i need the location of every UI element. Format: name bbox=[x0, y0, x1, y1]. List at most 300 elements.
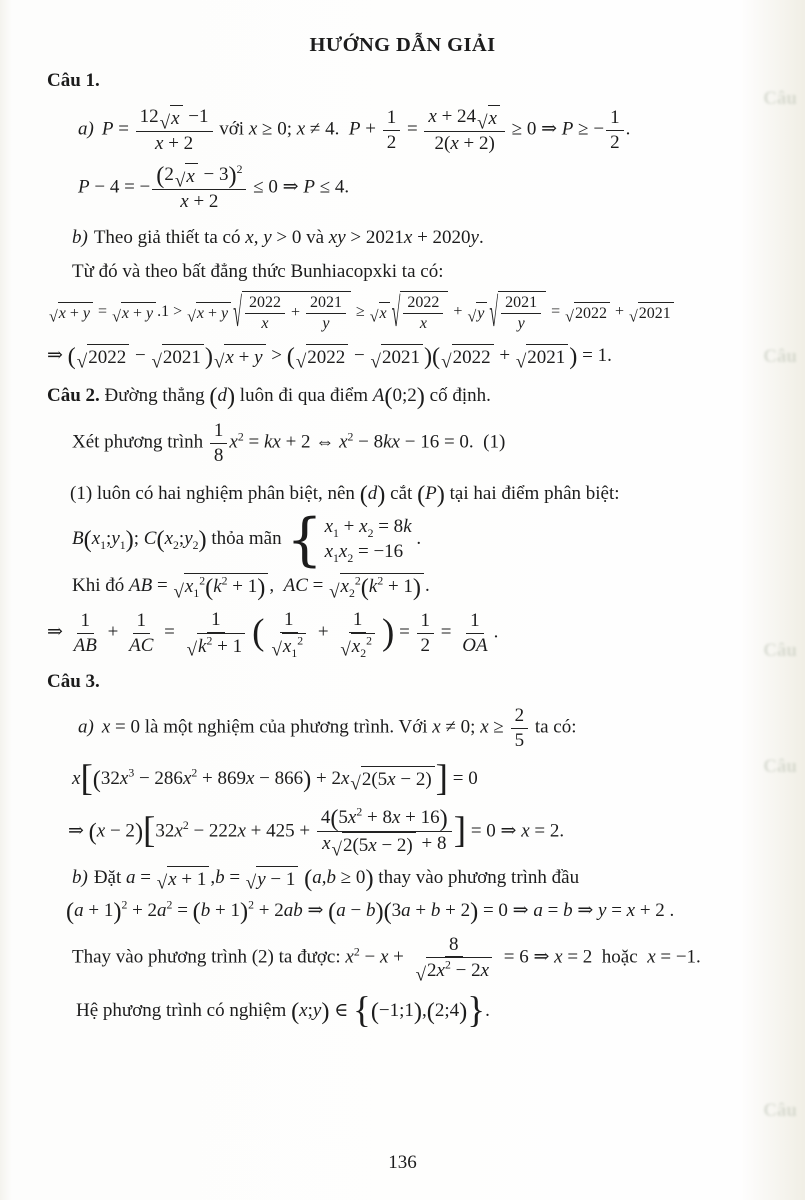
text-run: −1;1 bbox=[378, 1000, 414, 1022]
math-var: x bbox=[338, 540, 348, 562]
math-var: y bbox=[598, 900, 607, 922]
math-var: AC bbox=[129, 634, 154, 656]
superscript: 2 bbox=[377, 574, 384, 588]
text-run: − 4 = − bbox=[89, 176, 151, 198]
math-var: kx bbox=[263, 431, 281, 453]
numerator bbox=[501, 293, 541, 314]
math-var: x bbox=[119, 767, 129, 789]
bleed-text: Câu bbox=[763, 640, 797, 661]
text-run: 0;2 bbox=[392, 385, 417, 406]
radicand bbox=[242, 291, 351, 334]
fraction bbox=[383, 106, 401, 155]
page-number: 136 bbox=[388, 1152, 417, 1173]
radicand bbox=[452, 344, 494, 370]
cau2-l6 bbox=[47, 608, 805, 659]
paren: ) bbox=[416, 383, 425, 410]
text-run: , bbox=[422, 1000, 427, 1022]
text-run: + 425 + bbox=[245, 820, 315, 841]
text-run: > 0 và bbox=[271, 226, 329, 248]
math-var: x bbox=[282, 635, 292, 657]
denominator bbox=[335, 633, 380, 659]
radical-sign: √ bbox=[49, 308, 58, 326]
denominator bbox=[182, 633, 250, 659]
text-run: = bbox=[394, 621, 415, 643]
math-var: x bbox=[340, 575, 349, 597]
text-run: − 286 bbox=[134, 767, 183, 789]
text-run: 4 bbox=[320, 806, 331, 828]
radical-sign: √ bbox=[489, 293, 499, 337]
tall-paren: } bbox=[467, 990, 486, 1032]
text-run: 2022 bbox=[248, 294, 281, 312]
numerator bbox=[306, 293, 346, 314]
subscript: 2 bbox=[367, 526, 374, 540]
radical bbox=[477, 105, 500, 131]
radical bbox=[329, 573, 424, 603]
radicand bbox=[185, 163, 197, 189]
math-var: b bbox=[563, 900, 573, 922]
text-run: − 2 bbox=[105, 820, 135, 841]
text-run: − 3 bbox=[198, 164, 229, 186]
radical-sign: √ bbox=[565, 308, 574, 326]
radical-sign: √ bbox=[233, 293, 242, 337]
text-run: cắt bbox=[385, 482, 418, 504]
radicand bbox=[196, 302, 231, 324]
text-run: . bbox=[425, 574, 430, 596]
paren: ) bbox=[321, 998, 330, 1026]
text-run: ∈ bbox=[329, 1000, 354, 1022]
text-run: ⇒ bbox=[302, 900, 329, 922]
radical bbox=[295, 344, 348, 373]
denominator bbox=[318, 832, 450, 861]
radical-sign: √ bbox=[415, 964, 427, 986]
text-run: + bbox=[410, 900, 431, 922]
numerator bbox=[424, 105, 505, 132]
text-run: với bbox=[214, 118, 249, 140]
paren: ) bbox=[439, 804, 448, 832]
cau2-heading bbox=[47, 384, 805, 409]
radical bbox=[151, 344, 203, 373]
text-run: − 1 bbox=[265, 868, 296, 890]
numerator bbox=[133, 609, 151, 634]
radical-sign: √ bbox=[151, 351, 162, 373]
denominator bbox=[411, 957, 497, 986]
math-var: x bbox=[403, 226, 413, 248]
superscript: 3 bbox=[128, 766, 135, 780]
numerator bbox=[466, 609, 484, 634]
paren: ( bbox=[156, 526, 165, 554]
math-var: b) bbox=[72, 226, 88, 248]
math-var: x bbox=[322, 833, 331, 855]
paren: ( bbox=[426, 998, 435, 1026]
text-run: + bbox=[360, 118, 381, 140]
text-run: + 2 bbox=[127, 900, 158, 922]
text-run: ⇒ bbox=[47, 345, 68, 367]
text-run: + bbox=[65, 304, 83, 322]
radicand bbox=[361, 766, 435, 792]
math-var: y bbox=[111, 528, 120, 550]
text-run: = 2. bbox=[529, 820, 565, 841]
radical-sign: √ bbox=[391, 293, 401, 337]
radical bbox=[233, 291, 351, 337]
superscript: 2 bbox=[121, 899, 128, 913]
text-run: = bbox=[547, 303, 565, 321]
text-run: 2021 bbox=[162, 347, 201, 369]
math-var: x bbox=[647, 946, 656, 968]
math-var: x bbox=[229, 431, 238, 453]
text-run: + 1 bbox=[176, 868, 207, 890]
cau2-l3 bbox=[70, 482, 805, 507]
cau3a-l3 bbox=[68, 804, 805, 861]
radicand bbox=[197, 633, 245, 659]
text-run: 2022 bbox=[574, 304, 607, 322]
paren: ( bbox=[88, 818, 97, 845]
radicand bbox=[256, 866, 298, 892]
math-var: x bbox=[480, 960, 490, 982]
numerator bbox=[383, 106, 401, 131]
radical bbox=[467, 302, 487, 324]
math-var: x bbox=[121, 304, 129, 322]
paren: ) bbox=[365, 864, 374, 892]
math-var: x bbox=[261, 315, 269, 333]
radicand bbox=[162, 344, 204, 370]
text-run: = bbox=[307, 574, 329, 596]
fraction bbox=[70, 609, 101, 658]
text-run: 2022 bbox=[88, 347, 127, 369]
text-run: = bbox=[152, 574, 173, 596]
text-run: 2 bbox=[514, 705, 525, 727]
numerator bbox=[445, 933, 463, 958]
denominator bbox=[176, 190, 222, 214]
paren: ) bbox=[375, 898, 384, 926]
math-var: d bbox=[367, 482, 378, 504]
cau1b2 bbox=[72, 260, 805, 284]
paren: ) bbox=[459, 998, 468, 1026]
radical bbox=[350, 766, 434, 795]
label-bold: Câu 2. bbox=[47, 385, 100, 406]
text-run: + 2 ⇔ bbox=[280, 431, 340, 453]
text-run: 1 bbox=[386, 106, 397, 128]
numerator bbox=[403, 293, 443, 314]
radicand bbox=[379, 302, 390, 324]
math-var: x bbox=[387, 769, 396, 791]
tall-paren: ] bbox=[435, 757, 448, 799]
bleed-text: Câu bbox=[763, 346, 797, 367]
math-var: x bbox=[432, 716, 441, 738]
fraction bbox=[317, 804, 452, 861]
text-run: ≠ 0; bbox=[440, 716, 481, 738]
radicand bbox=[498, 291, 546, 334]
cau1-heading bbox=[47, 69, 805, 93]
text-run: ⇒ bbox=[68, 820, 89, 841]
text-run: 2022 bbox=[407, 294, 440, 312]
radicand bbox=[121, 302, 156, 324]
text-run: 32 bbox=[100, 767, 120, 789]
radicand bbox=[351, 633, 375, 659]
text-run: Đặt bbox=[93, 866, 127, 888]
radicand bbox=[224, 344, 265, 370]
radical-sign: √ bbox=[187, 308, 196, 326]
fraction bbox=[152, 163, 246, 214]
radical bbox=[49, 302, 93, 324]
system-row bbox=[325, 515, 412, 540]
text-run: Thay vào phương trình (2) ta được: bbox=[72, 946, 346, 968]
math-var: B bbox=[72, 528, 84, 550]
radical bbox=[515, 344, 568, 373]
radical bbox=[391, 291, 449, 337]
text-run: cố định. bbox=[424, 385, 491, 406]
radical bbox=[370, 302, 390, 324]
radical-sign: √ bbox=[331, 839, 342, 861]
fraction bbox=[266, 608, 311, 659]
text-run: ; bbox=[106, 528, 112, 550]
text-run: + bbox=[494, 345, 515, 367]
text-run: = 2 hoặc bbox=[562, 946, 648, 968]
text-run: + bbox=[286, 304, 304, 322]
text-run: 2( bbox=[434, 132, 451, 154]
paren: ) bbox=[198, 526, 207, 554]
math-var: x bbox=[626, 900, 636, 922]
tall-paren: ) bbox=[381, 611, 395, 653]
text-run: .1 > bbox=[157, 303, 187, 321]
fraction bbox=[417, 609, 435, 658]
denominator bbox=[383, 131, 401, 155]
math-var: a bbox=[336, 900, 346, 922]
math-var: P bbox=[348, 118, 361, 140]
radical bbox=[174, 163, 198, 192]
text-run: + 2020 bbox=[412, 226, 471, 248]
text-run: − 2) bbox=[376, 834, 413, 856]
superscript: 2 bbox=[347, 430, 354, 444]
text-run: = bbox=[94, 303, 112, 321]
radical-sign: √ bbox=[628, 308, 638, 326]
text-run: = bbox=[113, 118, 134, 140]
math-var: k bbox=[213, 575, 222, 597]
text-run: + 2 bbox=[163, 132, 194, 154]
superscript: 2 bbox=[236, 163, 243, 177]
text-run: + 1 bbox=[212, 635, 243, 657]
radical-sign: √ bbox=[174, 170, 186, 192]
text-run: ≤ 4. bbox=[314, 176, 350, 198]
paren: ) bbox=[436, 480, 445, 508]
text-run: = 0 là một nghiệm của phương trình. Với bbox=[110, 716, 433, 738]
text-run: + 1 bbox=[83, 900, 114, 922]
paren: ( bbox=[192, 898, 201, 926]
math-var: x bbox=[91, 528, 101, 550]
text-run: + bbox=[449, 303, 467, 321]
radical-sign: √ bbox=[369, 308, 379, 326]
text-run: ≠ 4. bbox=[305, 118, 349, 140]
radical bbox=[415, 957, 492, 986]
paren: ) bbox=[134, 818, 144, 845]
text-run: Theo giả thiết ta có bbox=[93, 226, 246, 248]
math-var: A bbox=[372, 385, 385, 406]
superscript: 2 bbox=[366, 634, 372, 648]
superscript: 2 bbox=[191, 766, 198, 780]
math-var: OA bbox=[462, 634, 488, 656]
radicand bbox=[170, 105, 182, 131]
text-run: + 8 bbox=[362, 806, 392, 828]
text-run: 1 bbox=[211, 608, 221, 630]
math-var: x bbox=[72, 767, 81, 789]
cau3b-l1 bbox=[72, 866, 805, 892]
radical bbox=[370, 344, 423, 373]
math-var: x bbox=[174, 820, 183, 841]
tall-paren: ] bbox=[453, 810, 467, 852]
math-var: x bbox=[299, 1000, 308, 1022]
text-run: 2 bbox=[427, 960, 437, 982]
math-var: x bbox=[347, 806, 357, 828]
paren: ) bbox=[239, 898, 249, 926]
math-var: y bbox=[477, 304, 485, 322]
math-var: k bbox=[368, 575, 378, 597]
math-var: x bbox=[521, 820, 530, 841]
paren: ) bbox=[125, 526, 134, 554]
cau3-heading bbox=[47, 670, 805, 694]
math-var: x bbox=[245, 767, 255, 789]
radicand bbox=[342, 832, 416, 858]
text-run: + bbox=[233, 347, 255, 369]
math-var: P bbox=[303, 176, 315, 198]
math-var: y bbox=[145, 304, 154, 322]
radicand bbox=[381, 344, 423, 370]
fraction bbox=[606, 106, 624, 155]
denominator bbox=[125, 634, 157, 658]
radical-sign: √ bbox=[340, 639, 351, 661]
radicand bbox=[400, 291, 448, 334]
math-var: x bbox=[96, 820, 106, 841]
denominator bbox=[458, 634, 491, 658]
radical bbox=[157, 866, 210, 892]
paren: ) bbox=[204, 343, 213, 371]
radical-sign: √ bbox=[515, 351, 527, 373]
math-var: x bbox=[180, 191, 189, 212]
numerator bbox=[207, 608, 225, 633]
text-run: ≥ 0 bbox=[336, 866, 366, 888]
paren: ( bbox=[291, 998, 300, 1026]
cau1b bbox=[72, 226, 805, 250]
subscript: 1 bbox=[193, 586, 200, 600]
math-var: C bbox=[143, 528, 157, 550]
text-run: − bbox=[349, 345, 370, 367]
subscript: 2 bbox=[348, 586, 355, 600]
text-run: − bbox=[359, 946, 380, 968]
paren: ) bbox=[377, 480, 386, 508]
radicand bbox=[488, 105, 500, 131]
cau1b4 bbox=[47, 343, 805, 373]
math-var: P bbox=[101, 118, 114, 140]
math-var: a bbox=[312, 866, 322, 888]
paren: ( bbox=[83, 526, 92, 554]
text-run: = 0 ⇒ bbox=[466, 820, 522, 841]
math-var: P bbox=[561, 118, 574, 140]
text-run: 5 bbox=[514, 729, 525, 751]
text-run: . bbox=[478, 226, 484, 248]
text-run: − bbox=[345, 900, 366, 922]
math-var: x bbox=[379, 304, 387, 322]
text-run: = bbox=[436, 621, 457, 643]
radical bbox=[629, 302, 674, 324]
math-var: y bbox=[322, 315, 330, 333]
text-run: = 0 bbox=[448, 767, 478, 789]
text-run: + 16 bbox=[400, 806, 440, 828]
text-run: 2 bbox=[164, 164, 174, 186]
math-var: ab bbox=[283, 900, 303, 922]
subscript: 2 bbox=[360, 646, 367, 660]
paren: ) bbox=[303, 765, 312, 793]
radicand bbox=[184, 573, 268, 600]
math-var: x bbox=[237, 820, 246, 841]
math-var: x bbox=[186, 166, 195, 188]
paren: ) bbox=[226, 383, 236, 410]
text-run: ⇒ bbox=[47, 621, 68, 643]
text-run: − 2) bbox=[395, 769, 432, 791]
text-run: = bbox=[542, 900, 564, 922]
text-run: 12 bbox=[139, 105, 159, 127]
subscript: 1 bbox=[119, 538, 126, 552]
subscript: 1 bbox=[100, 538, 107, 552]
system-rows bbox=[325, 515, 412, 564]
text-run: 3 bbox=[391, 900, 402, 922]
text-run: + 2 bbox=[440, 900, 471, 922]
radical bbox=[187, 633, 245, 659]
paren: ( bbox=[370, 998, 379, 1026]
text-run: 1 bbox=[136, 609, 146, 631]
paren: ( bbox=[205, 573, 214, 601]
text-run: Xét phương trình bbox=[72, 431, 208, 453]
system-brace: { bbox=[286, 506, 323, 573]
text-run: − 866 bbox=[254, 767, 304, 789]
bleed-text: Câu bbox=[763, 756, 797, 777]
cau2-l4 bbox=[72, 506, 805, 573]
math-var: AB bbox=[73, 634, 97, 656]
math-var: x bbox=[428, 105, 437, 127]
cau1a bbox=[78, 105, 805, 156]
math-var: x bbox=[340, 767, 350, 789]
fraction bbox=[403, 293, 443, 334]
radicand bbox=[638, 302, 674, 324]
superscript: 2 bbox=[199, 574, 206, 588]
text-run: ≤ 0 ⇒ bbox=[248, 176, 304, 198]
subscript: 2 bbox=[173, 538, 179, 552]
paren: ( bbox=[92, 765, 101, 793]
paren: ( bbox=[304, 864, 313, 892]
paren: ) bbox=[113, 898, 122, 926]
label-bold: Câu 3. bbox=[47, 671, 100, 693]
text-run: − 16 = 0. (1) bbox=[399, 431, 506, 453]
text-run: 2021 bbox=[309, 294, 342, 312]
text-run: − bbox=[130, 345, 151, 367]
text-run: = bbox=[224, 866, 245, 888]
radical bbox=[441, 344, 493, 373]
numerator bbox=[210, 419, 228, 444]
radical bbox=[160, 105, 183, 131]
denominator bbox=[210, 444, 228, 468]
text-run: + bbox=[338, 516, 360, 538]
superscript: 2 bbox=[237, 430, 244, 444]
radical-sign: √ bbox=[271, 639, 282, 661]
text-run: + 2 bbox=[311, 767, 341, 789]
superscript: 2 bbox=[297, 634, 304, 648]
math-var: a bbox=[401, 900, 411, 922]
radical bbox=[489, 291, 546, 337]
fraction bbox=[411, 933, 497, 984]
text-run: > bbox=[266, 345, 287, 367]
math-var: x bbox=[436, 960, 445, 982]
text-run: + 2 . bbox=[635, 900, 675, 922]
math-var: x bbox=[184, 575, 194, 597]
paren: ) bbox=[423, 343, 433, 371]
radical bbox=[331, 832, 416, 861]
